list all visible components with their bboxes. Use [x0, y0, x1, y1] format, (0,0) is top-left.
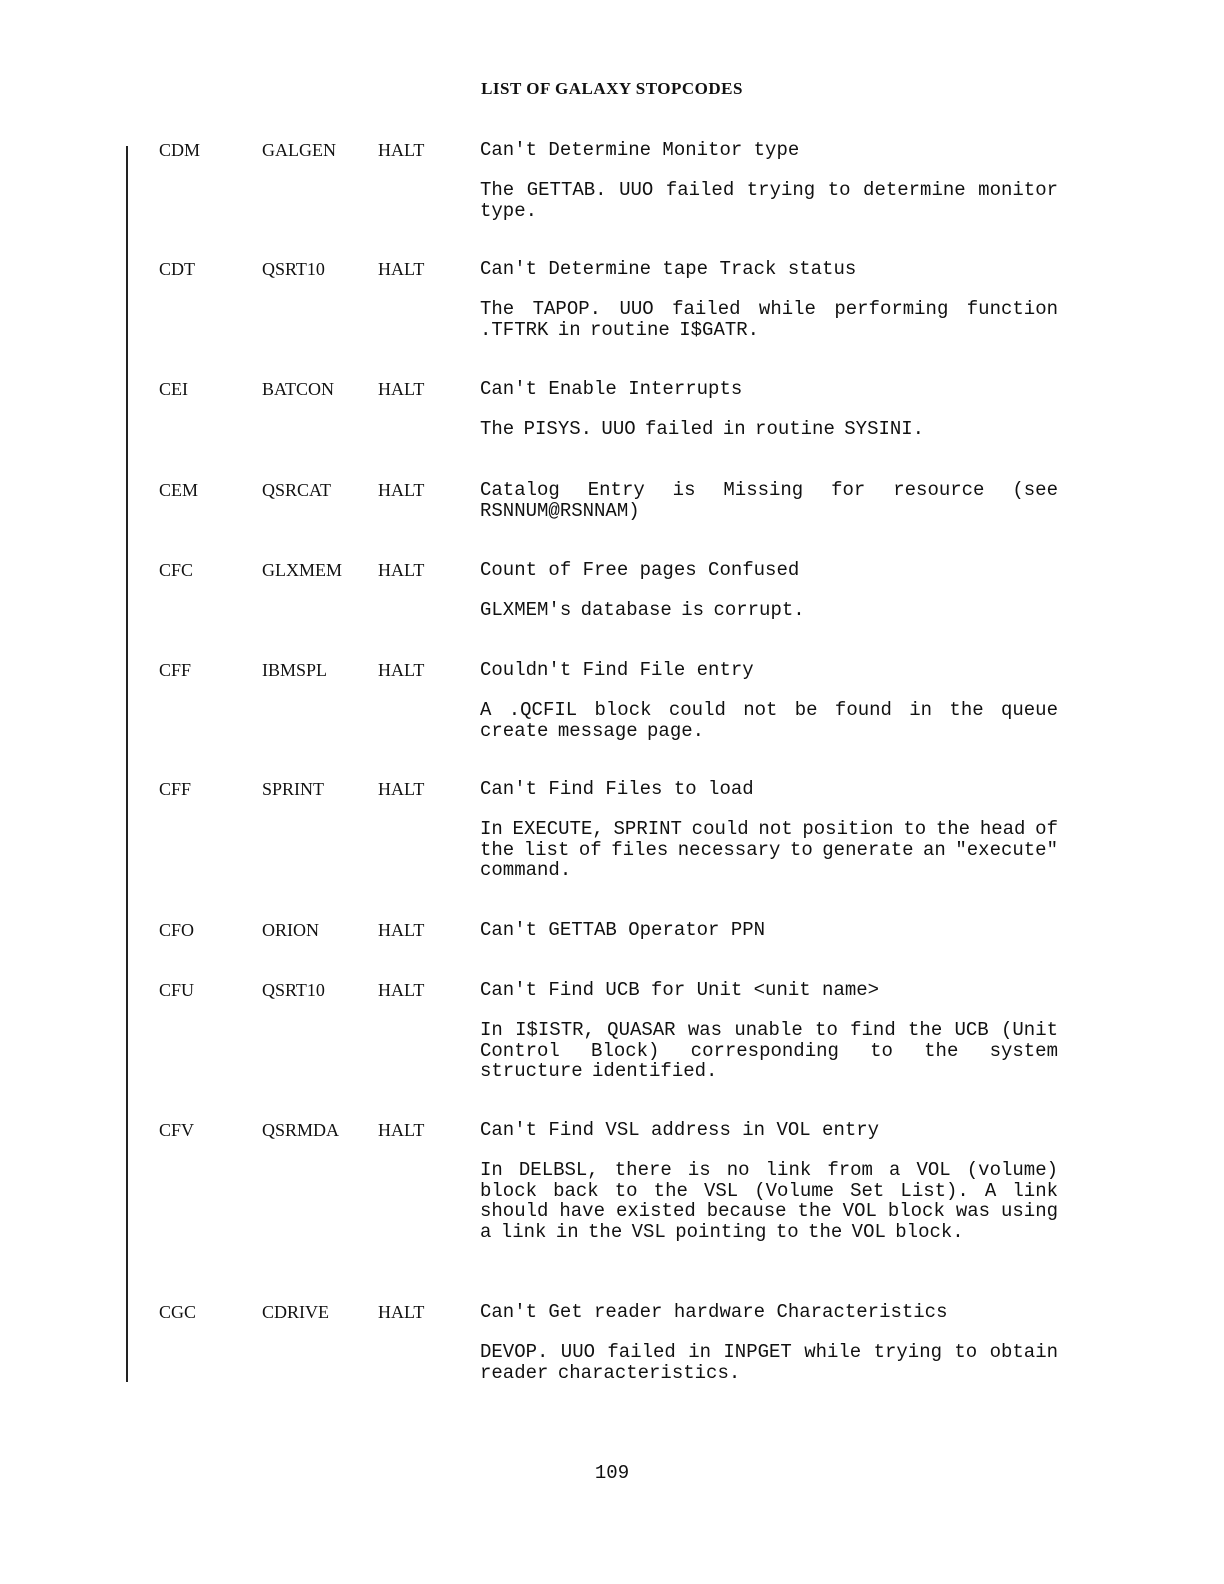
stopcode: CDM [159, 140, 201, 160]
stopcode: CFF [159, 660, 192, 680]
stopcode: CFV [159, 1120, 195, 1140]
stopcode-summary: Catalog Entry is Missing for resource (see RSNNUM@RSNNAM) [480, 479, 1058, 522]
module-name: SPRINT [262, 779, 325, 799]
stopcode-description: The TAPOP. UUO failed while performing function .TFTRK in routine I$GATR. [480, 298, 1058, 341]
stop-type: HALT [378, 560, 425, 580]
stopcode-description: In DELBSL, there is no link from a VOL (volume) block back to the VSL (Volume Set List). A link should have existed because the VOL block was using a link in the VSL pointing to the VOL block. [480, 1159, 1058, 1243]
stopcode-summary: Can't Find VSL address in VOL entry [480, 1119, 880, 1141]
stopcode-summary: Can't Find Files to load [480, 778, 754, 800]
stop-type: HALT [378, 259, 425, 279]
stopcode: CEM [159, 480, 199, 500]
stopcode: CFO [159, 920, 195, 940]
stop-type: HALT [378, 1120, 425, 1140]
stopcode: CEI [159, 379, 188, 399]
stopcode: CFU [159, 980, 195, 1000]
stop-type: HALT [378, 1302, 425, 1322]
stopcode: CFC [159, 560, 194, 580]
stopcode: CFF [159, 779, 192, 799]
module-name: QSRMDA [262, 1120, 340, 1140]
stopcode-description: In EXECUTE, SPRINT could not position to the head of the list of files necessary to generate an "execute" command. [480, 818, 1058, 881]
stopcode: CDT [159, 259, 195, 279]
stopcode-description: GLXMEM's database is corrupt. [480, 599, 805, 621]
stopcode-summary: Can't Determine tape Track status [480, 258, 857, 280]
module-name: QSRT10 [262, 980, 325, 1000]
stop-type: HALT [378, 779, 425, 799]
change-bar [126, 146, 128, 1382]
stop-type: HALT [378, 379, 425, 399]
stopcode-summary: Can't Determine Monitor type [480, 139, 800, 161]
module-name: GALGEN [262, 140, 336, 160]
stop-type: HALT [378, 660, 425, 680]
stopcode-summary: Can't GETTAB Operator PPN [480, 919, 766, 941]
stop-type: HALT [378, 920, 425, 940]
module-name: QSRT10 [262, 259, 325, 279]
stopcode: CGC [159, 1302, 197, 1322]
stopcode-description: The GETTAB. UUO failed trying to determine monitor type. [480, 179, 1058, 222]
module-name: BATCON [262, 379, 335, 399]
page-title: LIST OF GALAXY STOPCODES [481, 79, 743, 98]
stopcode-description: DEVOP. UUO failed in INPGET while trying to obtain reader characteristics. [480, 1341, 1058, 1384]
stopcode-summary: Can't Find UCB for Unit <unit name> [480, 979, 880, 1001]
module-name: IBMSPL [262, 660, 328, 680]
stopcode-summary: Can't Get reader hardware Characteristics [480, 1301, 948, 1323]
module-name: GLXMEM [262, 560, 342, 580]
module-name: CDRIVE [262, 1302, 329, 1322]
stop-type: HALT [378, 480, 425, 500]
stopcode-description: In I$ISTR, QUASAR was unable to find the UCB (Unit Control Block) corresponding to the system structure identified. [480, 1019, 1058, 1082]
stop-type: HALT [378, 140, 425, 160]
stopcode-summary: Couldn't Find File entry [480, 659, 754, 681]
stopcode-description: A .QCFIL block could not be found in the queue create message page. [480, 699, 1058, 742]
stopcode-description: The PISYS. UUO failed in routine SYSINI. [480, 418, 925, 440]
stopcode-summary: Can't Enable Interrupts [480, 378, 743, 400]
page-number: 109 [594, 1462, 630, 1484]
stop-type: HALT [378, 980, 425, 1000]
stopcode-summary: Count of Free pages Confused [480, 559, 800, 581]
module-name: QSRCAT [262, 480, 332, 500]
module-name: ORION [262, 920, 319, 940]
